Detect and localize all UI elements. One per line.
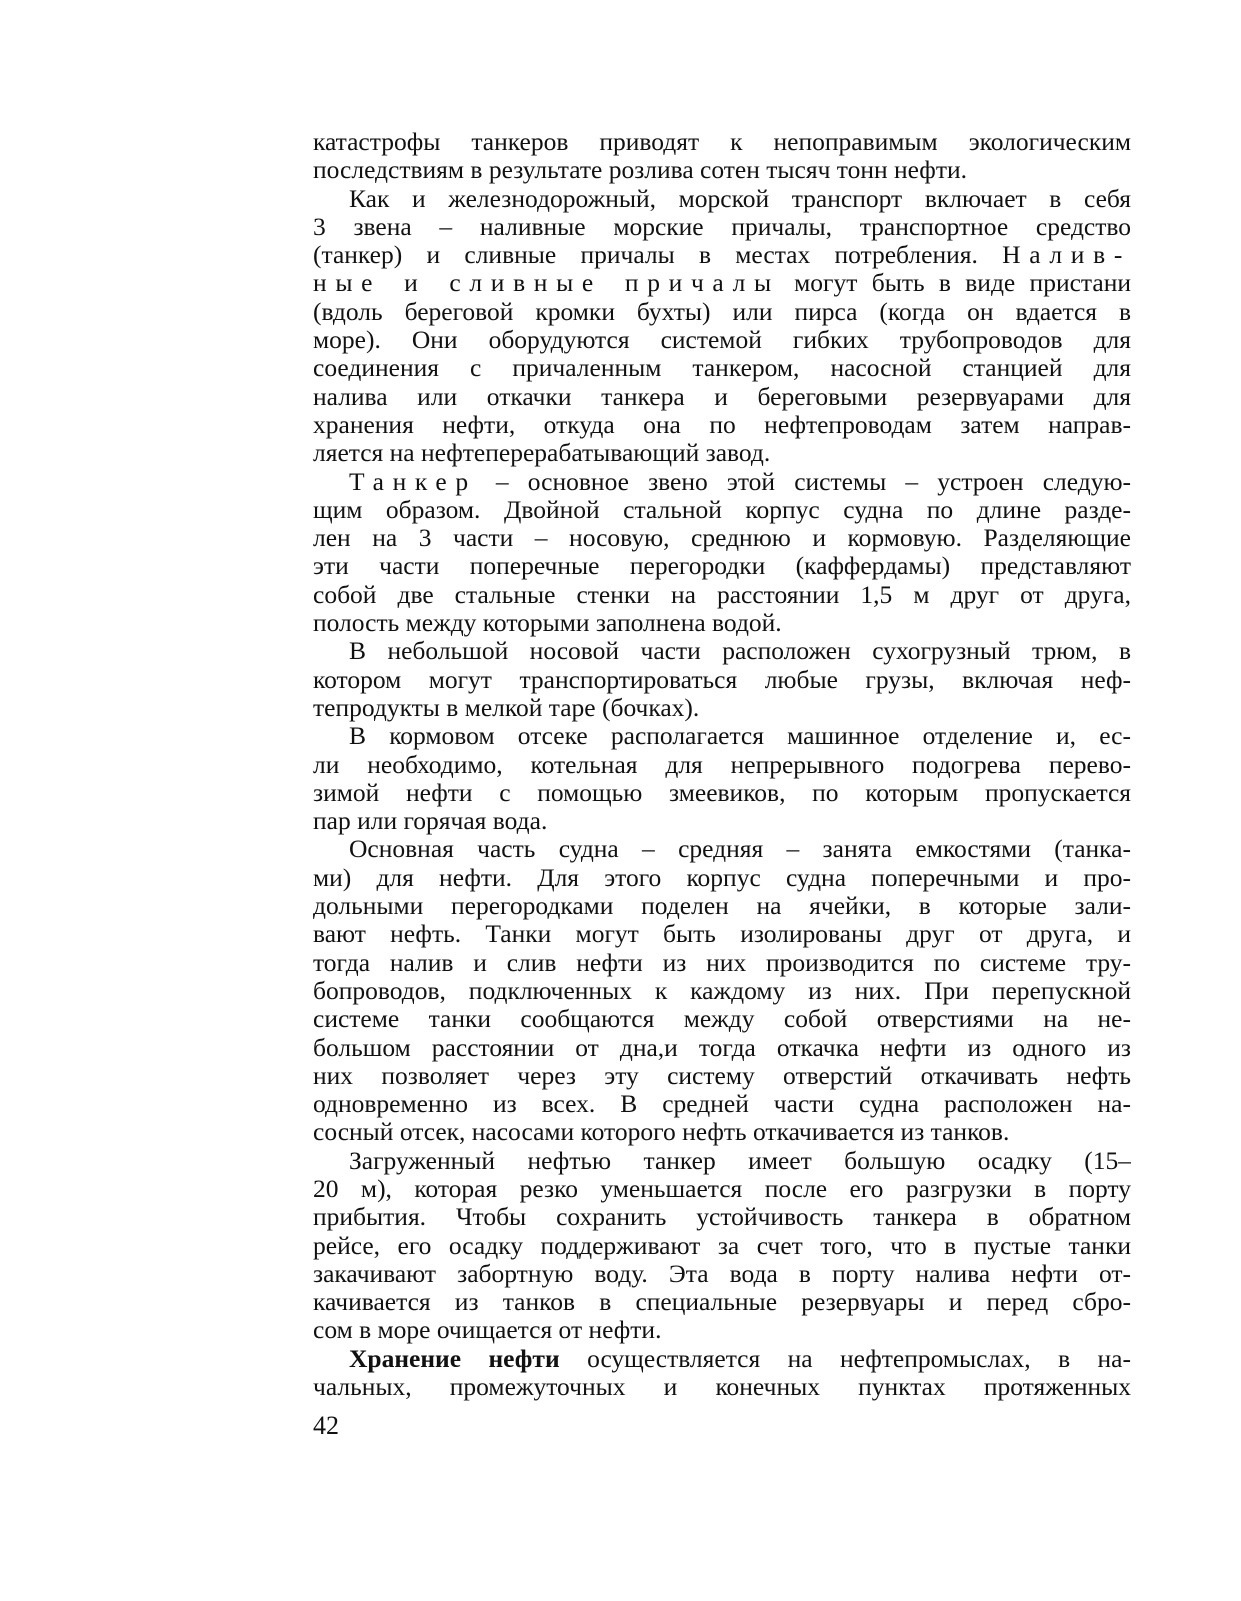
paragraph <box>313 185 1131 468</box>
text-segment: В небольшой носовой части расположен сухогрузный трюм, в <box>349 637 1131 666</box>
spaced-term: ные и сливные причалы <box>313 269 780 298</box>
text-line <box>313 439 1131 467</box>
text-line <box>313 835 1131 863</box>
text-line <box>313 354 1131 382</box>
text-line <box>313 920 1131 948</box>
text-segment: последствиям в результате розлива сотен тысяч тонн нефти. <box>313 156 967 185</box>
text-line <box>313 977 1131 1005</box>
text-line <box>313 581 1131 609</box>
text-line <box>313 779 1131 807</box>
text-segment: одновременно из всех. В средней части судна расположен на- <box>313 1090 1131 1119</box>
text-segment: полость между которыми заполнена водой. <box>313 609 782 638</box>
paragraph <box>313 1147 1131 1345</box>
text-segment: – основное звено этой системы – устроен следую- <box>476 467 1131 496</box>
text-segment: соединения с причаленным танкером, насосной станцией для <box>313 354 1131 383</box>
text-segment: котором могут транспортироваться любые грузы, включая неф- <box>313 665 1131 694</box>
text-segment: Основная часть судна – средняя – занята емкостями (танка- <box>349 835 1131 864</box>
text-segment: налива или откачки танкера и береговыми резервуарами для <box>313 382 1131 411</box>
text-line <box>313 1118 1131 1146</box>
page-number: 42 <box>313 1411 339 1440</box>
text-line <box>313 241 1131 269</box>
paragraph <box>313 835 1131 1146</box>
text-line <box>313 722 1131 750</box>
text-segment: (танкер) и сливные причалы в местах потребления. <box>313 241 1003 270</box>
text-line <box>313 807 1131 835</box>
text-segment: ми) для нефти. Для этого корпус судна поперечными и про- <box>313 863 1131 892</box>
text-line <box>313 1034 1131 1062</box>
text-segment: осуществляется на нефтепромыслах, в на- <box>559 1344 1131 1373</box>
text-line <box>313 1175 1131 1203</box>
bold-term: Хранение нефти <box>349 1344 560 1373</box>
paragraph <box>313 128 1131 185</box>
text-segment: 3 звена – наливные морские причалы, транспортное средство <box>313 212 1131 241</box>
text-segment: бопроводов, подключенных к каждому из них. При перепускной <box>313 976 1131 1005</box>
text-line <box>313 1373 1131 1401</box>
text-segment: прибытия. Чтобы сохранить устойчивость танкера в обратном <box>313 1203 1131 1232</box>
text-line <box>313 156 1131 184</box>
text-segment: 20 м), которая резко уменьшается после его разгрузки в порту <box>313 1174 1131 1203</box>
text-line <box>313 552 1131 580</box>
text-segment: рейсе, его осадку поддерживают за счет того, что в пустые танки <box>313 1231 1131 1260</box>
text-segment: дольными перегородками поделен на ячейки, в которые зали- <box>313 892 1131 921</box>
text-line <box>313 298 1131 326</box>
text-segment: сом в море очищается от нефти. <box>313 1316 662 1345</box>
text-segment: собой две стальные стенки на расстоянии 1,5 м друг от друга, <box>313 580 1131 609</box>
text-line <box>313 1232 1131 1260</box>
text-segment: хранения нефти, откуда она по нефтепроводам затем направ- <box>313 410 1131 439</box>
text-line <box>313 326 1131 354</box>
text-segment: них позволяет через эту систему отверстий откачивать нефть <box>313 1061 1131 1090</box>
text-segment: (вдоль береговой кромки бухты) или пирса (когда он вдается в <box>313 297 1131 326</box>
text-line <box>313 637 1131 665</box>
text-segment: зимой нефти с помощью змеевиков, по которым пропускается <box>313 778 1131 807</box>
text-segment: вают нефть. Танки могут быть изолированы друг от друга, и <box>313 920 1131 949</box>
text-column <box>313 128 1131 1401</box>
text-line <box>313 1005 1131 1033</box>
text-segment: системе танки сообщаются между собой отверстиями на не- <box>313 1005 1131 1034</box>
text-segment: В кормовом отсеке располагается машинное отделение и, ес- <box>349 722 1131 751</box>
text-line <box>313 185 1131 213</box>
text-line <box>313 524 1131 552</box>
text-segment: эти части поперечные перегородки (каффердамы) представляют <box>313 552 1131 581</box>
text-line <box>313 1062 1131 1090</box>
text-line <box>313 864 1131 892</box>
text-line <box>313 751 1131 779</box>
text-segment: чальных, промежуточных и конечных пунктах протяженных <box>313 1373 1131 1402</box>
text-line <box>313 1203 1131 1231</box>
text-line <box>313 1316 1131 1344</box>
paragraph <box>313 722 1131 835</box>
text-segment: ляется на нефтеперерабатывающий завод. <box>313 439 771 468</box>
spaced-term: Налив- <box>1002 241 1131 270</box>
text-line <box>313 496 1131 524</box>
text-line <box>313 1345 1131 1373</box>
text-line <box>313 1288 1131 1316</box>
text-line <box>313 128 1131 156</box>
text-segment: пар или горячая вода. <box>313 807 548 836</box>
text-segment: ли необходимо, котельная для непрерывного подогрева перево- <box>313 750 1131 779</box>
text-segment: качивается из танков в специальные резервуары и перед сбро- <box>313 1288 1131 1317</box>
paragraph <box>313 1345 1131 1402</box>
paragraph <box>313 637 1131 722</box>
text-segment: тепродукты в мелкой таре (бочках). <box>313 693 700 722</box>
text-segment: море). Они оборудуются системой гибких трубопроводов для <box>313 326 1131 355</box>
text-line <box>313 949 1131 977</box>
text-line <box>313 1260 1131 1288</box>
text-segment: закачивают забортную воду. Эта вода в порту налива нефти от- <box>313 1259 1131 1288</box>
text-line <box>313 213 1131 241</box>
text-segment: катастрофы танкеров приводят к непоправимым экологическим <box>313 128 1131 156</box>
text-line <box>313 694 1131 722</box>
text-line <box>313 1147 1131 1175</box>
text-segment: щим образом. Двойной стальной корпус судна по длине разде- <box>313 495 1131 524</box>
text-line <box>313 609 1131 637</box>
text-segment: тогда налив и слив нефти из них производится по системе тру- <box>313 948 1131 977</box>
text-line <box>313 411 1131 439</box>
text-segment: могут быть в виде пристани <box>779 269 1131 298</box>
text-line <box>313 892 1131 920</box>
text-segment: Загруженный нефтью танкер имеет большую осадку (15– <box>349 1146 1131 1175</box>
text-line <box>313 666 1131 694</box>
text-line <box>313 383 1131 411</box>
paragraph <box>313 468 1131 638</box>
text-segment: большом расстоянии от дна,и тогда откачка нефти из одного из <box>313 1033 1131 1062</box>
text-line <box>313 269 1131 297</box>
text-segment: Как и железнодорожный, морской транспорт включает в себя <box>349 184 1131 213</box>
text-line <box>313 468 1131 496</box>
text-segment: лен на 3 части – носовую, среднюю и кормовую. Разделяющие <box>313 524 1131 553</box>
text-line <box>313 1090 1131 1118</box>
text-segment: сосный отсек, насосами которого нефть откачивается из танков. <box>313 1118 1010 1147</box>
spaced-term: Танкер <box>349 467 477 496</box>
